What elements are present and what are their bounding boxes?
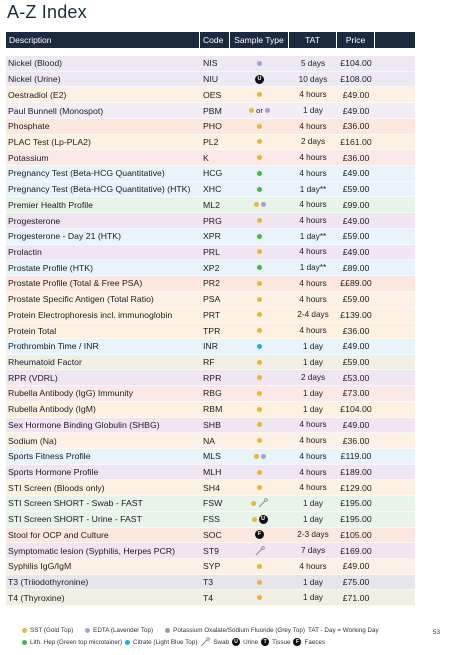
test-description: Protein Electrophoresis incl. immunoglobin [8, 309, 173, 320]
test-description: Pregnancy Test (Beta-HCG Quantitative) (HTK) [8, 184, 191, 195]
lith-hep-icon [257, 171, 262, 176]
test-price: £104.00 [340, 58, 372, 69]
test-price: £36.00 [342, 435, 370, 446]
lith-hep-icon [257, 187, 262, 192]
legend-sst: SST (Gold Top) [30, 626, 74, 634]
test-price: £89.00 [342, 262, 370, 273]
test-tat: 4 hours [299, 436, 327, 446]
test-description: STI Screen (Bloods only) [8, 482, 105, 493]
sample-type-cell [230, 312, 289, 317]
test-price: £59.00 [342, 231, 370, 242]
urine-icon: U [259, 515, 268, 524]
test-price: £161.00 [340, 136, 372, 147]
test-description: Prostate Profile (Total & Free PSA) [8, 278, 143, 289]
test-price: £36.00 [342, 325, 370, 336]
legend-tissue: Tissue [272, 638, 291, 646]
table-row [6, 72, 415, 88]
legend-tat-note: TAT - Day = Working Day [307, 626, 379, 634]
test-description: Prolactin [8, 246, 42, 257]
potassium-oxalate-icon [165, 628, 170, 633]
test-table [6, 56, 415, 606]
sst-icon [257, 470, 262, 475]
sample-type-cell [230, 360, 289, 365]
sst-icon [252, 517, 257, 522]
sample-type-cell [230, 61, 289, 66]
sst-icon [257, 124, 262, 129]
sst-icon [249, 108, 254, 113]
test-description: Premier Health Profile [8, 199, 93, 210]
sample-type-cell [230, 438, 289, 443]
sst-icon [257, 595, 262, 600]
sample-type-cell [230, 530, 289, 539]
sample-type-cell [230, 249, 289, 254]
test-code: MLH [203, 467, 222, 478]
test-description: T4 (Thyroxine) [8, 592, 65, 603]
sst-icon [254, 454, 259, 459]
test-price: £129.00 [340, 482, 372, 493]
test-code: PRL [203, 246, 220, 257]
sample-type-cell [230, 92, 289, 97]
test-description: Nickel (Urine) [8, 74, 61, 85]
sample-type-cell [230, 595, 289, 600]
test-price: £104.00 [340, 404, 372, 415]
test-tat: 4 hours [299, 153, 327, 163]
sst-icon [257, 155, 262, 160]
sst-icon [257, 375, 262, 380]
test-code: TPR [203, 325, 221, 336]
test-code: NIS [203, 58, 218, 69]
test-description: Prothrombin Time / INR [8, 341, 99, 352]
sst-icon [257, 92, 262, 97]
page-number: 53 [432, 629, 440, 636]
test-tat: 1 day [302, 514, 324, 524]
test-price: £49.00 [342, 89, 370, 100]
test-tat: 10 days [298, 74, 328, 84]
edta-icon [265, 108, 270, 113]
test-code: PR2 [203, 278, 220, 289]
sst-icon [257, 139, 262, 144]
test-code: XPR [203, 231, 221, 242]
test-description: Sports Fitness Profile [8, 451, 91, 462]
sample-type-cell [230, 422, 289, 427]
table-row [6, 355, 415, 371]
sst-icon [257, 281, 262, 286]
test-price: £99.00 [342, 199, 370, 210]
table-row [6, 339, 415, 355]
table-row [6, 292, 415, 308]
test-tat: 4 hours [299, 294, 327, 304]
test-description: RPR (VDRL) [8, 372, 58, 383]
sample-type-cell [230, 407, 289, 412]
legend-swab: Swab [213, 638, 230, 646]
test-description: Prostate Profile (HTK) [8, 262, 93, 273]
test-code: PRG [203, 215, 222, 226]
sample-type-cell [230, 297, 289, 302]
test-tat: 4 hours [299, 420, 327, 430]
sst-icon [257, 422, 262, 427]
test-code: FSS [203, 514, 220, 525]
sst-icon [251, 501, 256, 506]
lith-hep-icon [257, 234, 262, 239]
test-tat: 7 days [300, 546, 326, 556]
test-description: Progesterone - Day 21 (HTK) [8, 231, 121, 242]
test-description: Nickel (Blood) [8, 58, 63, 69]
sample-type-cell [230, 202, 289, 207]
column-header-tat: TAT [289, 32, 337, 48]
sample-type-cell [230, 171, 289, 176]
test-description: Progesterone [8, 215, 61, 226]
test-price: £49.00 [342, 246, 370, 257]
test-price: £105.00 [340, 529, 372, 540]
edta-icon [85, 628, 90, 633]
column-header-code: Code [200, 32, 230, 48]
sst-icon [257, 580, 262, 585]
test-description: STI Screen SHORT - Urine - FAST [8, 514, 142, 525]
table-row [6, 590, 415, 606]
test-code: ML2 [203, 199, 220, 210]
test-price: £119.00 [340, 451, 372, 462]
test-price: £36.00 [342, 121, 370, 132]
legend-edta: EDTA (Lavender Top) [93, 626, 154, 634]
test-description: Prostate Specific Antigen (Total Ratio) [8, 294, 154, 305]
test-description: Oestradiol (E2) [8, 89, 67, 100]
test-tat: 1 day [302, 498, 324, 508]
table-row [6, 150, 415, 166]
test-description: Rubella Antibody (IgM) [8, 404, 96, 415]
test-description: Sodium (Na) [8, 435, 57, 446]
test-code: PSA [203, 294, 221, 305]
test-tat: 4 hours [299, 326, 327, 336]
test-tat: 2-4 days [297, 310, 329, 320]
test-description: Sports Hormone Profile [8, 467, 99, 478]
table-row [6, 245, 415, 261]
test-tat: 1 day** [299, 231, 327, 241]
sample-type-cell [230, 106, 289, 115]
test-description: Sex Hormone Binding Globulin (SHBG) [8, 419, 160, 430]
test-price: £49.00 [342, 561, 370, 572]
sst-icon [257, 328, 262, 333]
legend-potassium: Potassium Oxalate/Sodium Fluoride (Grey Top) [173, 626, 305, 634]
urine-icon: U [232, 638, 240, 646]
lith-hep-icon [22, 640, 27, 645]
faeces-icon: F [255, 530, 264, 539]
test-price: £53.00 [342, 372, 370, 383]
table-row [6, 308, 415, 324]
test-price: £36.00 [342, 152, 370, 163]
test-tat: 2 days [300, 137, 326, 147]
table-row [6, 465, 415, 481]
table-row [6, 229, 415, 245]
sample-type-cell [230, 454, 289, 459]
test-description: Syphilis IgG/IgM [8, 561, 72, 572]
test-description: Potassium [8, 152, 49, 163]
table-row [6, 575, 415, 591]
table-row [6, 166, 415, 182]
test-price: £59.00 [342, 184, 370, 195]
tissue-icon: T [261, 638, 269, 646]
sample-type-cell [230, 580, 289, 585]
test-code: RF [203, 357, 215, 368]
test-code: FSW [203, 498, 223, 509]
table-header [6, 32, 415, 48]
table-row [6, 480, 415, 496]
test-tat: 4 hours [299, 467, 327, 477]
test-tat: 1 day** [299, 263, 327, 273]
sample-legend [22, 624, 442, 648]
test-price: £75.00 [342, 577, 370, 588]
test-description: Symptomatic lesion (Syphilis, Herpes PCR) [8, 545, 176, 556]
test-price: ££89.00 [340, 278, 372, 289]
test-tat: 1 day [302, 106, 324, 116]
test-code: NIU [203, 74, 218, 85]
test-tat: 4 hours [299, 200, 327, 210]
test-code: T4 [203, 592, 214, 603]
table-row [6, 213, 415, 229]
test-code: PHO [203, 121, 222, 132]
legend-citrate: Citrate (Light Blue Top) [133, 638, 198, 646]
swab-icon [200, 637, 210, 647]
column-header-description: Description [6, 32, 200, 48]
test-code: SOC [203, 529, 222, 540]
table-row [6, 276, 415, 292]
test-description: Protein Total [8, 325, 57, 336]
table-row [6, 402, 415, 418]
column-header-sample-type: Sample Type [230, 32, 289, 48]
table-row [6, 119, 415, 135]
sst-icon [257, 407, 262, 412]
urine-icon: U [255, 75, 264, 84]
test-description: Phosphate [8, 121, 50, 132]
test-tat: 1 day [302, 593, 324, 603]
sample-type-cell [230, 187, 289, 192]
edta-icon [261, 454, 266, 459]
test-price: £169.00 [340, 545, 372, 556]
test-code: NA [203, 435, 216, 446]
test-tat: 4 hours [299, 451, 327, 461]
sample-type-cell [230, 546, 289, 556]
test-code: RPR [203, 372, 222, 383]
table-row [6, 449, 415, 465]
citrate-icon [257, 344, 262, 349]
sample-type-cell [230, 470, 289, 475]
legend-faeces: Faeces [304, 638, 326, 646]
test-description: T3 (Triiodothyronine) [8, 577, 89, 588]
sample-type-cell [230, 375, 289, 380]
test-tat: 4 hours [299, 278, 327, 288]
test-price: £71.00 [342, 592, 370, 603]
test-tat: 1 day [302, 577, 324, 587]
table-row [6, 386, 415, 402]
table-row [6, 182, 415, 198]
test-description: Paul Bunnell (Monospot) [8, 105, 104, 116]
edta-icon [257, 61, 262, 66]
table-row [6, 103, 415, 119]
sst-icon [257, 564, 262, 569]
test-code: INR [203, 341, 218, 352]
test-tat: 4 hours [299, 121, 327, 131]
test-code: SHB [203, 419, 221, 430]
table-row [6, 559, 415, 575]
sample-type-cell [230, 75, 289, 84]
test-price: £189.00 [340, 467, 372, 478]
sst-icon [257, 312, 262, 317]
test-price: £59.00 [342, 357, 370, 368]
test-price: £49.00 [342, 419, 370, 430]
table-row [6, 418, 415, 434]
table-row [6, 543, 415, 559]
test-code: HCG [203, 168, 223, 179]
page-title: A-Z Index [7, 2, 87, 22]
test-price: £49.00 [342, 341, 370, 352]
test-price: £139.00 [340, 309, 372, 320]
test-price: £195.00 [340, 514, 372, 525]
test-description: PLAC Test (Lp-PLA2) [8, 136, 91, 147]
sample-type-cell [230, 218, 289, 223]
table-row [6, 370, 415, 386]
sample-type-cell [230, 139, 289, 144]
sst-icon [257, 297, 262, 302]
sample-type-cell [230, 344, 289, 349]
test-code: ST9 [203, 545, 219, 556]
swab-icon [255, 546, 265, 556]
sst-icon [257, 218, 262, 223]
test-tat: 4 hours [299, 247, 327, 257]
test-tat: 1 day [302, 357, 324, 367]
test-code: PRT [203, 309, 221, 320]
test-tat: 1 day** [299, 184, 327, 194]
test-code: SYP [203, 561, 221, 572]
legend-urine: Urine [243, 638, 259, 646]
sample-type-cell [230, 564, 289, 569]
column-header-blank [375, 32, 415, 48]
test-price: £49.00 [342, 168, 370, 179]
table-row [6, 512, 415, 528]
sst-icon [254, 202, 259, 207]
test-code: PL2 [203, 136, 219, 147]
test-code: XHC [203, 184, 222, 195]
test-description: Pregnancy Test (Beta-HCG Quantitative) [8, 168, 165, 179]
table-row [6, 433, 415, 449]
test-description: Rheumatoid Factor [8, 357, 82, 368]
test-tat: 4 hours [299, 168, 327, 178]
test-code: SH4 [203, 482, 220, 493]
table-row [6, 528, 415, 544]
legend-lith: Lith. Hep (Green top microtainer) [30, 638, 123, 646]
table-row [6, 87, 415, 103]
sample-type-cell [230, 498, 289, 508]
test-code: PBM [203, 105, 222, 116]
test-tat: 1 day [302, 404, 324, 414]
test-price: £49.00 [342, 105, 370, 116]
sst-icon [257, 360, 262, 365]
table-row [6, 323, 415, 339]
test-price: £108.00 [340, 74, 372, 85]
test-price: £59.00 [342, 294, 370, 305]
table-row [6, 197, 415, 213]
sample-type-cell [230, 155, 289, 160]
test-code: XP2 [203, 262, 220, 273]
table-row [6, 260, 415, 276]
table-row [6, 135, 415, 151]
sst-icon [22, 628, 27, 633]
test-tat: 1 day [302, 341, 324, 351]
column-header-price: Price [337, 32, 375, 48]
citrate-icon [125, 640, 130, 645]
table-row [6, 496, 415, 512]
faeces-icon: F [293, 638, 301, 646]
sample-type-cell [230, 265, 289, 270]
test-tat: 2-3 days [297, 530, 329, 540]
edta-icon [261, 202, 266, 207]
sample-type-cell [230, 515, 289, 524]
sample-type-cell [230, 234, 289, 239]
test-code: T3 [203, 577, 214, 588]
sample-type-cell [230, 391, 289, 396]
or-separator: or [256, 106, 263, 116]
test-tat: 1 day [302, 388, 324, 398]
test-code: RBM [203, 404, 223, 415]
sst-icon [257, 485, 262, 490]
test-tat: 2 days [300, 373, 326, 383]
sst-icon [257, 249, 262, 254]
test-tat: 5 days [300, 58, 326, 68]
test-price: £49.00 [342, 215, 370, 226]
test-description: Stool for OCP and Culture [8, 529, 109, 540]
table-row [6, 56, 415, 72]
sample-type-cell [230, 124, 289, 129]
swab-icon [258, 498, 268, 508]
test-code: MLS [203, 451, 221, 462]
lith-hep-icon [257, 265, 262, 270]
test-tat: 4 hours [299, 483, 327, 493]
sample-type-cell [230, 328, 289, 333]
test-code: OES [203, 89, 222, 100]
sst-icon [257, 438, 262, 443]
test-code: K [203, 152, 209, 163]
test-code: RBG [203, 388, 222, 399]
test-description: Rubella Antibody (IgG) Immunity [8, 388, 134, 399]
test-price: £73.00 [342, 388, 370, 399]
sample-type-cell [230, 485, 289, 490]
sst-icon [257, 391, 262, 396]
test-tat: 4 hours [299, 90, 327, 100]
test-description: STI Screen SHORT - Swab - FAST [8, 498, 143, 509]
sample-type-cell [230, 281, 289, 286]
test-tat: 4 hours [299, 216, 327, 226]
test-price: £195.00 [340, 498, 372, 509]
test-tat: 4 hours [299, 561, 327, 571]
